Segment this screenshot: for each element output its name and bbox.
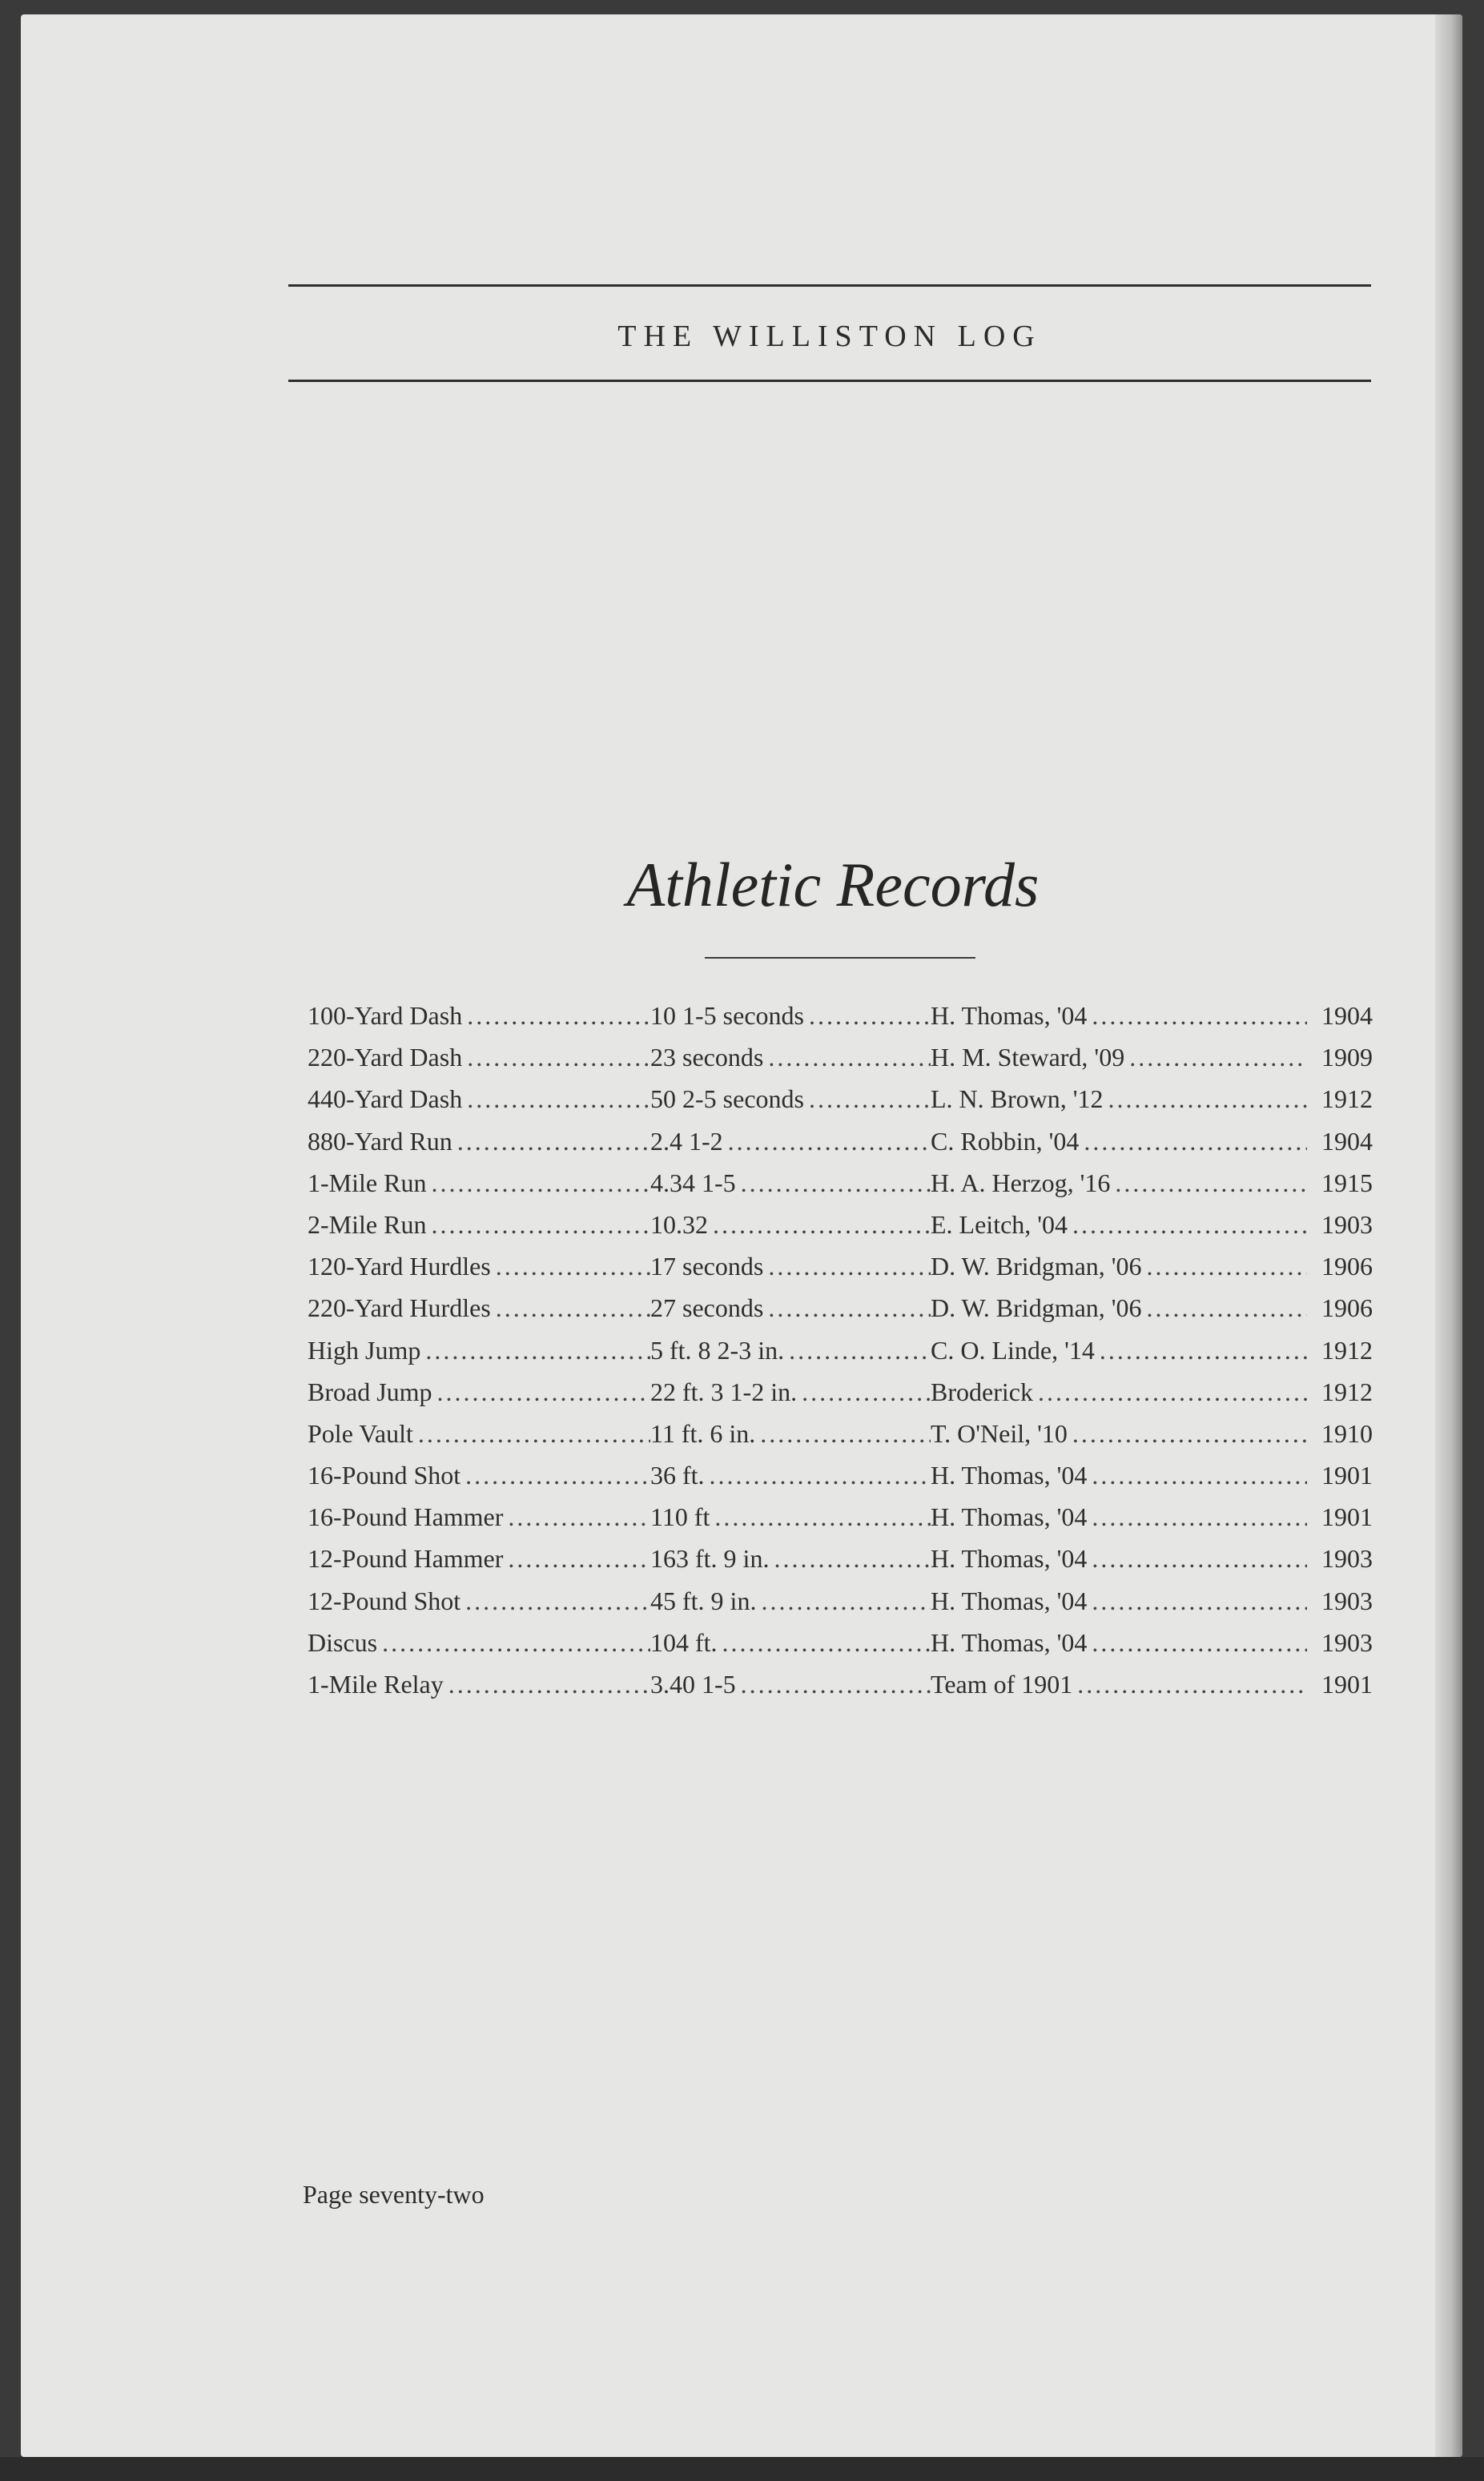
record-event: High Jump bbox=[308, 1335, 421, 1365]
record-year: 1904 bbox=[1321, 1001, 1373, 1030]
record-event-cell bbox=[308, 1287, 650, 1329]
dot-leader bbox=[413, 1413, 650, 1454]
record-event-cell bbox=[308, 1329, 650, 1371]
record-event: 1-Mile Relay bbox=[308, 1670, 444, 1699]
record-year: 1901 bbox=[1321, 1670, 1373, 1699]
record-row bbox=[308, 1120, 1373, 1162]
dot-leader bbox=[1110, 1162, 1307, 1204]
page-number-footer: Page seventy-two bbox=[303, 2180, 485, 2209]
dot-leader bbox=[503, 1538, 650, 1579]
record-year-cell bbox=[1307, 1204, 1373, 1245]
record-value-cell bbox=[650, 1078, 931, 1120]
record-event-cell bbox=[308, 995, 650, 1036]
record-value-cell bbox=[650, 1245, 931, 1287]
record-holder: C. Robbin, '04 bbox=[931, 1126, 1080, 1156]
record-value: 22 ft. 3 1-2 in. bbox=[650, 1377, 798, 1406]
record-row bbox=[308, 1580, 1373, 1622]
dot-leader bbox=[444, 1663, 650, 1705]
dot-leader bbox=[460, 1454, 650, 1496]
record-year: 1912 bbox=[1321, 1084, 1373, 1114]
dot-leader bbox=[1033, 1371, 1307, 1413]
dot-leader bbox=[763, 1036, 931, 1078]
dot-leader bbox=[1087, 1538, 1307, 1579]
record-value-cell bbox=[650, 1580, 931, 1622]
record-event-cell bbox=[308, 1622, 650, 1663]
record-holder: E. Leitch, '04 bbox=[931, 1209, 1068, 1239]
dot-leader bbox=[769, 1538, 931, 1579]
record-row bbox=[308, 1329, 1373, 1371]
dot-leader bbox=[452, 1120, 650, 1162]
record-holder-cell bbox=[931, 1162, 1307, 1204]
athletic-records-table bbox=[308, 995, 1373, 1705]
record-event-cell bbox=[308, 1371, 650, 1413]
dot-leader bbox=[1095, 1329, 1307, 1371]
record-holder-cell bbox=[931, 1120, 1307, 1162]
record-holder-cell bbox=[931, 1245, 1307, 1287]
record-holder-cell bbox=[931, 1454, 1307, 1496]
page-title: Athletic Records bbox=[626, 850, 1040, 919]
record-holder-cell bbox=[931, 1538, 1307, 1579]
record-value-cell bbox=[650, 1204, 931, 1245]
record-event: 1-Mile Run bbox=[308, 1168, 427, 1197]
record-year: 1904 bbox=[1321, 1126, 1373, 1156]
dot-leader bbox=[1087, 1496, 1307, 1538]
record-value: 50 2-5 seconds bbox=[650, 1084, 804, 1114]
record-holder: C. O. Linde, '14 bbox=[931, 1335, 1095, 1365]
record-event: Pole Vault bbox=[308, 1418, 413, 1448]
record-row bbox=[308, 1496, 1373, 1538]
record-row bbox=[308, 1162, 1373, 1204]
record-value-cell bbox=[650, 1371, 931, 1413]
record-value-cell bbox=[650, 1329, 931, 1371]
record-year: 1906 bbox=[1321, 1293, 1373, 1323]
dot-leader bbox=[1079, 1120, 1307, 1162]
record-event: 16-Pound Shot bbox=[308, 1461, 461, 1490]
dot-leader bbox=[462, 995, 650, 1036]
record-year-cell bbox=[1307, 1413, 1373, 1454]
record-value: 5 ft. 8 2-3 in. bbox=[650, 1335, 785, 1365]
record-event: 12-Pound Shot bbox=[308, 1586, 461, 1615]
dot-leader bbox=[804, 995, 931, 1036]
record-holder: H. Thomas, '04 bbox=[931, 1586, 1088, 1615]
dot-leader bbox=[705, 1454, 931, 1496]
record-row bbox=[308, 1287, 1373, 1329]
record-value-cell bbox=[650, 1454, 931, 1496]
dot-leader bbox=[763, 1287, 931, 1329]
dot-leader bbox=[1068, 1204, 1307, 1245]
record-year: 1903 bbox=[1321, 1544, 1373, 1574]
dot-leader bbox=[755, 1413, 931, 1454]
record-value-cell bbox=[650, 1622, 931, 1663]
record-row bbox=[308, 1663, 1373, 1705]
record-value-cell bbox=[650, 1538, 931, 1579]
title-underline bbox=[705, 957, 975, 959]
dot-leader bbox=[756, 1580, 931, 1622]
record-holder: Broderick bbox=[931, 1377, 1033, 1406]
record-holder: H. M. Steward, '09 bbox=[931, 1043, 1125, 1072]
record-year: 1912 bbox=[1321, 1377, 1373, 1406]
record-event: 12-Pound Hammer bbox=[308, 1544, 504, 1574]
record-event-cell bbox=[308, 1078, 650, 1120]
record-event: 100-Yard Dash bbox=[308, 1001, 463, 1030]
record-row bbox=[308, 1245, 1373, 1287]
record-event: 440-Yard Dash bbox=[308, 1084, 463, 1114]
record-holder: H. A. Herzog, '16 bbox=[931, 1168, 1111, 1197]
record-year: 1915 bbox=[1321, 1168, 1373, 1197]
record-holder: T. O'Neil, '10 bbox=[931, 1418, 1068, 1448]
record-holder: H. Thomas, '04 bbox=[931, 1502, 1088, 1532]
record-value: 23 seconds bbox=[650, 1043, 764, 1072]
record-holder: L. N. Brown, '12 bbox=[931, 1084, 1104, 1114]
dot-leader bbox=[426, 1162, 650, 1204]
record-holder: D. W. Bridgman, '06 bbox=[931, 1252, 1142, 1281]
record-row bbox=[308, 1204, 1373, 1245]
record-holder-cell bbox=[931, 1329, 1307, 1371]
record-value-cell bbox=[650, 1663, 931, 1705]
header-bottom-rule bbox=[288, 380, 1371, 382]
record-value-cell bbox=[650, 1413, 931, 1454]
record-year-cell bbox=[1307, 1371, 1373, 1413]
running-header-title: THE WILLISTON LOG bbox=[617, 320, 1042, 353]
record-row bbox=[308, 1538, 1373, 1579]
dot-leader bbox=[1142, 1287, 1307, 1329]
record-event-cell bbox=[308, 1413, 650, 1454]
record-value-cell bbox=[650, 995, 931, 1036]
record-row bbox=[308, 995, 1373, 1036]
record-value: 4.34 1-5 bbox=[650, 1168, 736, 1197]
record-event-cell bbox=[308, 1036, 650, 1078]
running-header bbox=[288, 284, 1371, 382]
record-holder-cell bbox=[931, 1663, 1307, 1705]
record-holder: H. Thomas, '04 bbox=[931, 1627, 1088, 1657]
record-event-cell bbox=[308, 1580, 650, 1622]
record-year-cell bbox=[1307, 1454, 1373, 1496]
dot-leader bbox=[1087, 1622, 1307, 1663]
record-value: 17 seconds bbox=[650, 1252, 764, 1281]
dot-leader bbox=[718, 1622, 931, 1663]
dot-leader bbox=[1142, 1245, 1307, 1287]
dot-leader bbox=[503, 1496, 650, 1538]
record-year-cell bbox=[1307, 1622, 1373, 1663]
record-holder-cell bbox=[931, 995, 1307, 1036]
dot-leader bbox=[420, 1329, 650, 1371]
record-value: 163 ft. 9 in. bbox=[650, 1544, 770, 1574]
record-event-cell bbox=[308, 1454, 650, 1496]
dot-leader bbox=[736, 1162, 931, 1204]
dot-leader bbox=[784, 1329, 931, 1371]
record-value: 27 seconds bbox=[650, 1293, 764, 1323]
record-holder-cell bbox=[931, 1413, 1307, 1454]
record-event: 880-Yard Run bbox=[308, 1126, 452, 1156]
record-event: 2-Mile Run bbox=[308, 1209, 427, 1239]
record-event-cell bbox=[308, 1204, 650, 1245]
record-value-cell bbox=[650, 1120, 931, 1162]
record-event: Discus bbox=[308, 1627, 378, 1657]
dot-leader bbox=[763, 1245, 931, 1287]
record-row bbox=[308, 1036, 1373, 1078]
record-value: 104 ft. bbox=[650, 1627, 718, 1657]
record-holder: H. Thomas, '04 bbox=[931, 1001, 1088, 1030]
record-holder-cell bbox=[931, 1078, 1307, 1120]
record-event: 16-Pound Hammer bbox=[308, 1502, 504, 1532]
record-row bbox=[308, 1413, 1373, 1454]
dot-leader bbox=[432, 1371, 650, 1413]
record-value: 11 ft. 6 in. bbox=[650, 1418, 756, 1448]
dot-leader bbox=[1124, 1036, 1307, 1078]
record-event: Broad Jump bbox=[308, 1377, 432, 1406]
record-value-cell bbox=[650, 1036, 931, 1078]
dot-leader bbox=[710, 1496, 931, 1538]
record-row bbox=[308, 1622, 1373, 1663]
dot-leader bbox=[1087, 1580, 1307, 1622]
record-holder-cell bbox=[931, 1622, 1307, 1663]
record-year: 1909 bbox=[1321, 1043, 1373, 1072]
dot-leader bbox=[491, 1287, 650, 1329]
record-value: 10.32 bbox=[650, 1209, 708, 1239]
record-event-cell bbox=[308, 1663, 650, 1705]
page-edge-shadow bbox=[1435, 14, 1462, 2457]
record-year-cell bbox=[1307, 1120, 1373, 1162]
dot-leader bbox=[377, 1622, 650, 1663]
record-value-cell bbox=[650, 1162, 931, 1204]
record-value-cell bbox=[650, 1496, 931, 1538]
dot-leader bbox=[460, 1580, 650, 1622]
dot-leader bbox=[1072, 1663, 1307, 1705]
record-holder-cell bbox=[931, 1204, 1307, 1245]
dot-leader bbox=[426, 1204, 650, 1245]
dot-leader bbox=[723, 1120, 931, 1162]
record-year-cell bbox=[1307, 1663, 1373, 1705]
record-year-cell bbox=[1307, 995, 1373, 1036]
record-year: 1901 bbox=[1321, 1502, 1373, 1532]
record-value: 45 ft. 9 in. bbox=[650, 1586, 757, 1615]
record-value: 36 ft. bbox=[650, 1461, 705, 1490]
record-holder-cell bbox=[931, 1496, 1307, 1538]
record-value-cell bbox=[650, 1287, 931, 1329]
record-year: 1903 bbox=[1321, 1209, 1373, 1239]
record-event: 120-Yard Hurdles bbox=[308, 1252, 491, 1281]
dot-leader bbox=[1104, 1078, 1307, 1120]
record-year-cell bbox=[1307, 1162, 1373, 1204]
record-year-cell bbox=[1307, 1329, 1373, 1371]
record-event-cell bbox=[308, 1162, 650, 1204]
record-holder: H. Thomas, '04 bbox=[931, 1461, 1088, 1490]
record-holder: D. W. Bridgman, '06 bbox=[931, 1293, 1142, 1323]
record-year-cell bbox=[1307, 1036, 1373, 1078]
record-row bbox=[308, 1078, 1373, 1120]
record-holder-cell bbox=[931, 1371, 1307, 1413]
dot-leader bbox=[462, 1078, 650, 1120]
record-year-cell bbox=[1307, 1245, 1373, 1287]
dot-leader bbox=[462, 1036, 650, 1078]
record-year: 1906 bbox=[1321, 1252, 1373, 1281]
record-year: 1903 bbox=[1321, 1586, 1373, 1615]
record-year-cell bbox=[1307, 1287, 1373, 1329]
scan-bottom-border bbox=[0, 2457, 1484, 2481]
record-holder-cell bbox=[931, 1036, 1307, 1078]
record-holder-cell bbox=[931, 1580, 1307, 1622]
record-year: 1912 bbox=[1321, 1335, 1373, 1365]
dot-leader bbox=[1087, 1454, 1307, 1496]
record-event-cell bbox=[308, 1496, 650, 1538]
dot-leader bbox=[797, 1371, 931, 1413]
dot-leader bbox=[1087, 995, 1307, 1036]
record-value: 110 ft bbox=[650, 1502, 710, 1532]
record-year-cell bbox=[1307, 1580, 1373, 1622]
record-year: 1901 bbox=[1321, 1461, 1373, 1490]
record-value: 3.40 1-5 bbox=[650, 1670, 736, 1699]
record-year-cell bbox=[1307, 1538, 1373, 1579]
record-year-cell bbox=[1307, 1496, 1373, 1538]
record-event-cell bbox=[308, 1538, 650, 1579]
record-event: 220-Yard Dash bbox=[308, 1043, 463, 1072]
record-row bbox=[308, 1371, 1373, 1413]
dot-leader bbox=[1068, 1413, 1307, 1454]
record-holder: H. Thomas, '04 bbox=[931, 1544, 1088, 1574]
record-row bbox=[308, 1454, 1373, 1496]
record-year: 1910 bbox=[1321, 1418, 1373, 1448]
record-value: 10 1-5 seconds bbox=[650, 1001, 804, 1030]
record-event: 220-Yard Hurdles bbox=[308, 1293, 491, 1323]
record-year: 1903 bbox=[1321, 1627, 1373, 1657]
record-year-cell bbox=[1307, 1078, 1373, 1120]
record-holder: Team of 1901 bbox=[931, 1670, 1073, 1699]
record-holder-cell bbox=[931, 1287, 1307, 1329]
dot-leader bbox=[736, 1663, 931, 1705]
dot-leader bbox=[491, 1245, 650, 1287]
dot-leader bbox=[804, 1078, 931, 1120]
record-event-cell bbox=[308, 1245, 650, 1287]
record-value: 2.4 1-2 bbox=[650, 1126, 723, 1156]
dot-leader bbox=[708, 1204, 931, 1245]
record-event-cell bbox=[308, 1120, 650, 1162]
